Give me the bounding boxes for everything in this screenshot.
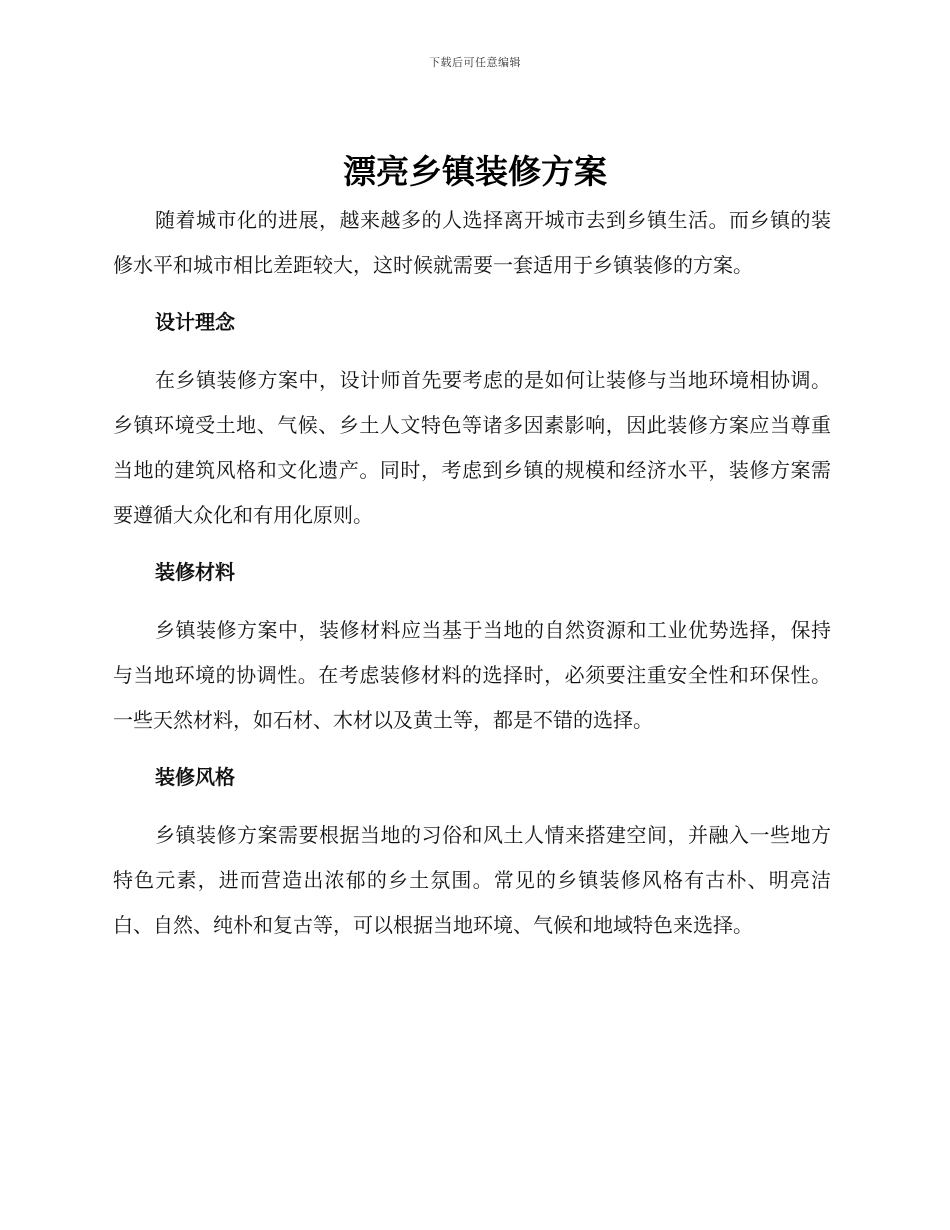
section-heading-design-concept: 设计理念 [155,310,235,334]
section-heading-materials: 装修材料 [155,560,235,584]
page-header-note: 下载后可任意编辑 [429,56,521,69]
section-heading-style: 装修风格 [155,765,235,789]
document-body [113,198,831,948]
document-title: 漂亮乡镇装修方案 [343,152,607,191]
section-body-design-concept: 在乡镇装修方案中，设计师首先要考虑的是如何让装修与当地环境相协调。乡镇环境受土地、气候、乡土人文特色等诸多因素影响，因此装修方案应当尊重当地的建筑风格和文化遗产。同时，考虑到乡镇的规模和经济水平，装修方案需要遵循大众化和有用化原则。 [113,368,831,527]
section-body-style: 乡镇装修方案需要根据当地的习俗和风土人情来搭建空间，并融入一些地方特色元素，进而营造出浓郁的乡土氛围。常见的乡镇装修风格有古朴、明亮洁白、自然、纯朴和复古等，可以根据当地环境、气候和地域特色来选择。 [113,823,831,937]
section-body-materials: 乡镇装修方案中，装修材料应当基于当地的自然资源和工业优势选择，保持与当地环境的协调性。在考虑装修材料的选择时，必须要注重安全性和环保性。一些天然材料，如石材、木材以及黄土等，都是不错的选择。 [113,618,831,732]
intro-paragraph: 随着城市化的进展，越来越多的人选择离开城市去到乡镇生活。而乡镇的装修水平和城市相比差距较大，这时候就需要一套适用于乡镇装修的方案。 [113,208,831,277]
